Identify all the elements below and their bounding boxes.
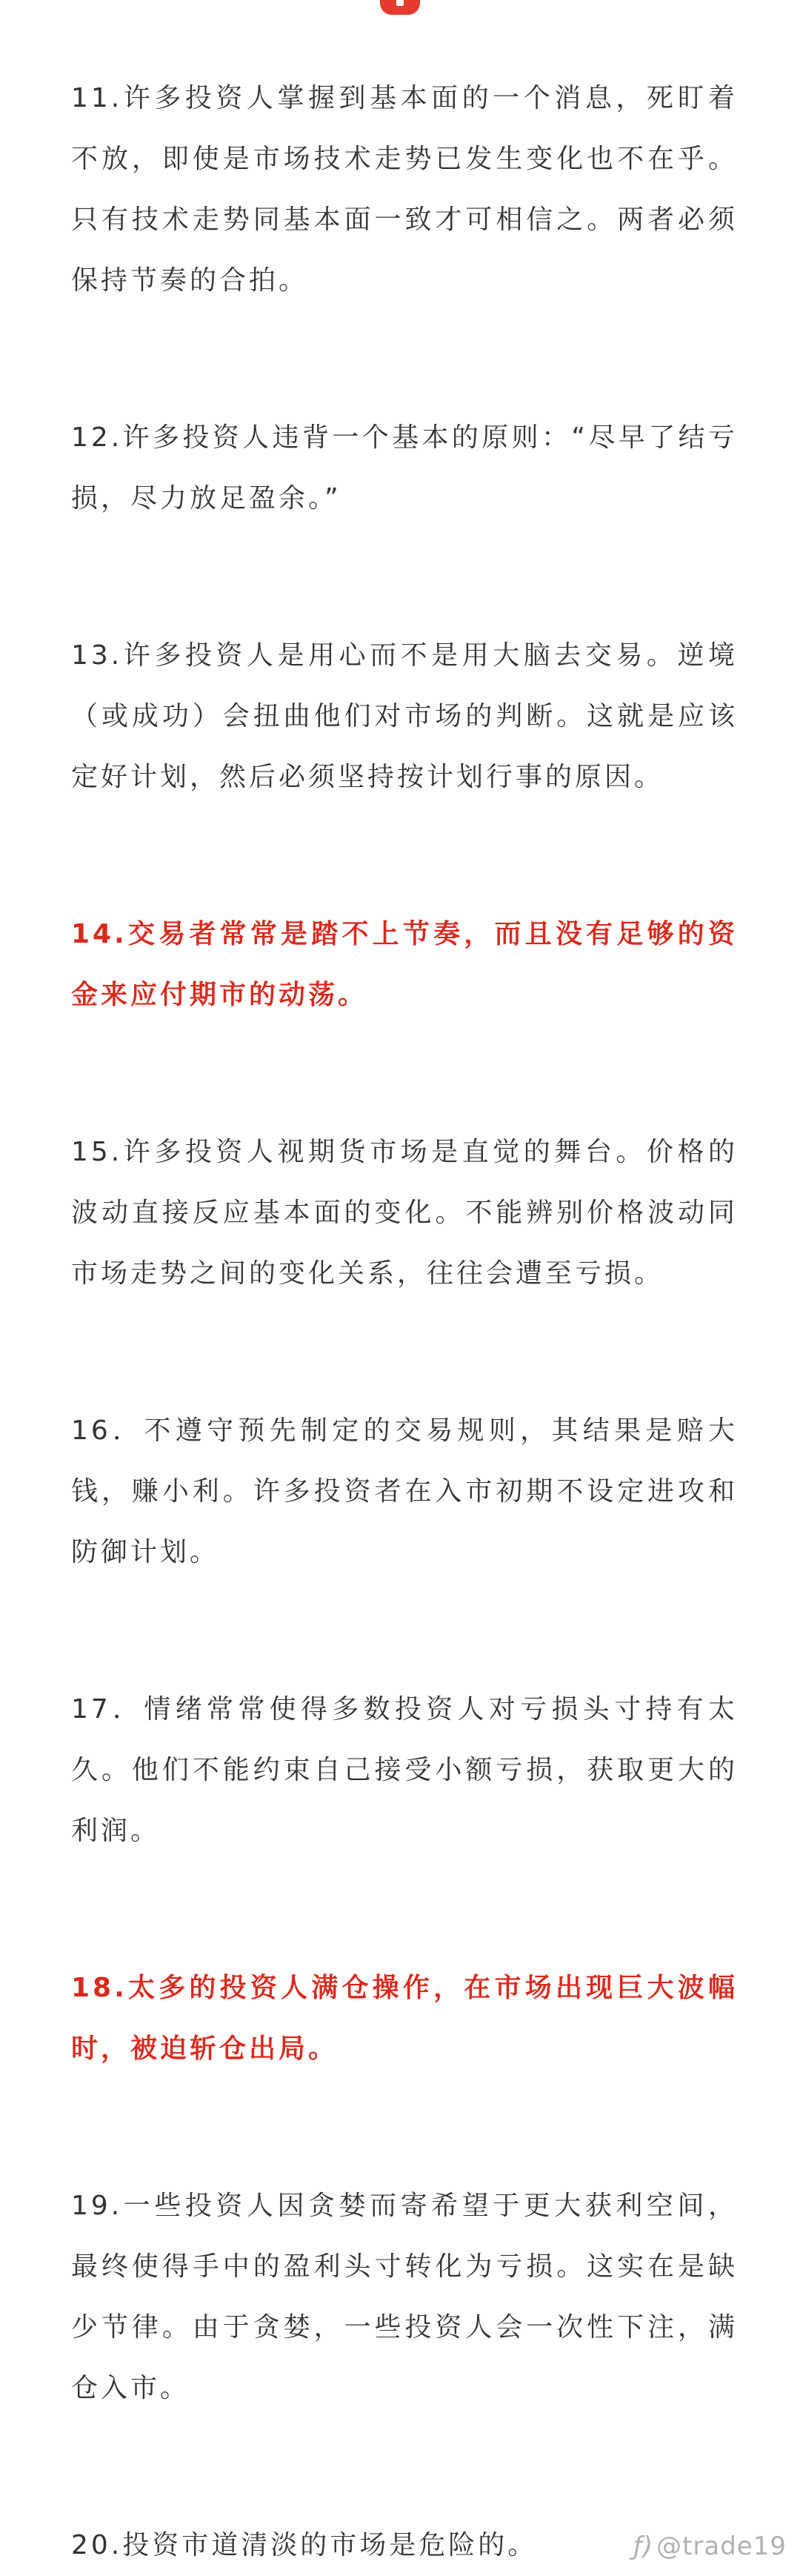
watermark-text: @trade19 bbox=[656, 2532, 787, 2561]
paragraph-13: 13.许多投资人是用心而不是用大脑去交易。逆境（或成功）会扭曲他们对市场的判断。这就是应该定好计划，然后必须坚持按计划行事的原因。 bbox=[71, 640, 738, 792]
paragraph-16: 16．不遵守预先制定的交易规则，其结果是赔大钱，赚小利。许多投资者在入市初期不设定进攻和防御计划。 bbox=[71, 1415, 738, 1567]
paragraph-17: 17．情绪常常使得多数投资人对亏损头寸持有太久。他们不能约束自己接受小额亏损，获取更大的利润。 bbox=[71, 1694, 738, 1846]
paragraph-15: 15.许多投资人视期货市场是直觉的舞台。价格的波动直接反应基本面的变化。不能辨别价格波动同市场走势之间的变化关系，往往会遭至亏损。 bbox=[71, 1137, 738, 1289]
watermark bbox=[633, 2532, 787, 2561]
paragraph-11: 11.许多投资人掌握到基本面的一个消息，死盯着不放，即使是市场技术走势已发生变化也不在乎。只有技术走势同基本面一致才可相信之。两者必须保持节奏的合拍。 bbox=[71, 83, 738, 296]
paragraph-19: 19.一些投资人因贪婪而寄希望于更大获利空间，最终使得手中的盈利头寸转化为亏损。这实在是缺少节律。由于贪婪，一些投资人会一次性下注，满仓入市。 bbox=[71, 2191, 738, 2403]
paragraph-12: 12.许多投资人违背一个基本的原则：“尽早了结亏损，尽力放足盈余。” bbox=[71, 422, 738, 514]
red-badge-icon bbox=[380, 0, 420, 15]
paragraph-14-highlight: 14.交易者常常是踏不上节奏，而且没有足够的资金来应付期市的动荡。 bbox=[71, 919, 738, 1010]
badge-glyph bbox=[396, 0, 404, 6]
article-body bbox=[71, 68, 738, 2576]
watermark-logo-icon: ƒ) bbox=[633, 2532, 654, 2561]
paragraph-18-highlight: 18.太多的投资人满仓操作，在市场出现巨大波幅时，被迫斩仓出局。 bbox=[71, 1973, 738, 2064]
paragraph-20: 20.投资市道清淡的市场是危险的。 bbox=[71, 2530, 538, 2560]
